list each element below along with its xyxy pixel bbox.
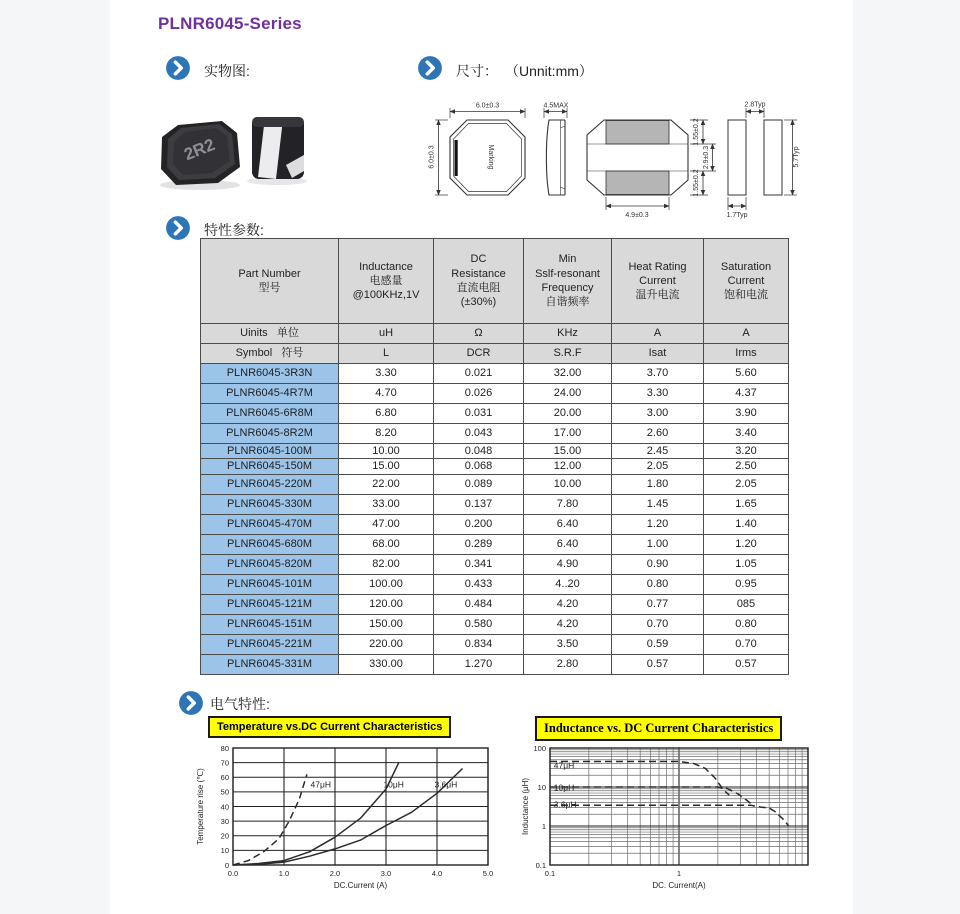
- table-cell: 5.60: [704, 364, 789, 384]
- part-number-cell: PLNR6045-330M: [201, 494, 339, 514]
- dim-side-thickness: 4.5MAX: [543, 102, 569, 110]
- table-cell: 1.45: [612, 494, 704, 514]
- table-row: [201, 444, 789, 459]
- table-cell: DCR: [434, 344, 524, 364]
- series-label: 10μH: [553, 782, 575, 793]
- series-line: [550, 805, 789, 826]
- header-line: Saturation: [720, 260, 772, 273]
- table-cell: 2.05: [704, 474, 789, 494]
- photo-marking-text: 2R2: [181, 134, 218, 165]
- table-cell: 1.80: [612, 474, 704, 494]
- part-number-cell: PLNR6045-680M: [201, 534, 339, 554]
- table-cell: 0.341: [434, 554, 524, 574]
- table-cell: 330.00: [339, 654, 434, 674]
- y-tick-label: 0.1: [535, 860, 546, 870]
- table-cell: 22.00: [339, 474, 434, 494]
- table-cell: 1.20: [704, 534, 789, 554]
- table-cell: A: [612, 324, 704, 344]
- table-cell: 3.40: [704, 424, 789, 444]
- table-row: [201, 634, 789, 654]
- table-cell: 120.00: [339, 594, 434, 614]
- table-cell: Uinits 单位: [201, 324, 339, 344]
- params-section-label: 特性参数:: [204, 222, 264, 238]
- dim-pad-middle: 2.9±0.3: [703, 145, 710, 170]
- table-cell: 4.70: [339, 384, 434, 404]
- table-cell: 0.137: [434, 494, 524, 514]
- table-cell: 1.65: [704, 494, 789, 514]
- table-cell: 4..20: [524, 574, 612, 594]
- parameters-table: [200, 238, 789, 675]
- header-line: Part Number: [238, 267, 301, 280]
- part-number-cell: PLNR6045-470M: [201, 514, 339, 534]
- dim-land-height: 5.7Typ: [793, 146, 800, 168]
- header-line: Min: [558, 253, 577, 266]
- table-cell: 3.70: [612, 364, 704, 384]
- dim-top-width: 6.0±0.3: [475, 102, 500, 110]
- dim-pad-top: 1.55±0.2: [693, 118, 700, 146]
- table-cell: 4.20: [524, 614, 612, 634]
- table-cell: 0.834: [434, 634, 524, 654]
- table-cell: 1.05: [704, 554, 789, 574]
- table-cell: 33.00: [339, 494, 434, 514]
- table-cell: 82.00: [339, 554, 434, 574]
- table-cell: 4.37: [704, 384, 789, 404]
- table-cell: A: [704, 324, 789, 344]
- table-cell: 0.90: [612, 554, 704, 574]
- table-row: [201, 534, 789, 554]
- table-cell: uH: [339, 324, 434, 344]
- table-header-cell: [524, 239, 612, 324]
- table-row: [201, 594, 789, 614]
- series-label: 3.6μH: [553, 799, 577, 810]
- dimension-drawing: [420, 95, 800, 225]
- series-line: [233, 774, 307, 865]
- part-number-cell: PLNR6045-101M: [201, 574, 339, 594]
- table-cell: 47.00: [339, 514, 434, 534]
- table-cell: 8.20: [339, 424, 434, 444]
- y-tick-label: 100: [533, 743, 546, 753]
- header-line: 饱和电流: [724, 289, 768, 302]
- header-line: 直流电阻: [456, 282, 501, 294]
- table-cell: Symbol 符号: [201, 344, 339, 364]
- table-cell: 2.80: [524, 654, 612, 674]
- y-axis-label: Inductance (μH): [521, 777, 530, 836]
- table-row: [201, 404, 789, 424]
- part-number-cell: PLNR6045-8R2M: [201, 424, 339, 444]
- symbol-row: [201, 344, 789, 364]
- table-cell: 6.40: [524, 534, 612, 554]
- part-number-cell: PLNR6045-100M: [201, 444, 339, 459]
- table-cell: 0.580: [434, 614, 524, 634]
- dimension-unit-label: （Unnit:mm）: [505, 63, 593, 79]
- part-number-cell: PLNR6045-220M: [201, 474, 339, 494]
- table-cell: 0.089: [434, 474, 524, 494]
- photo-section-label: 实物图:: [204, 63, 250, 79]
- table-row: [201, 459, 789, 474]
- table-header-row: [201, 239, 789, 324]
- header-line: @100KHz,1V: [352, 289, 420, 302]
- x-tick-label: 0.0: [227, 869, 239, 878]
- terminal-pad-bottom: [606, 171, 669, 195]
- part-number-cell: PLNR6045-4R7M: [201, 384, 339, 404]
- units-row: [201, 324, 789, 344]
- table-cell: 220.00: [339, 634, 434, 654]
- table-cell: 3.30: [339, 364, 434, 384]
- table-row: [201, 364, 789, 384]
- table-cell: Irms: [704, 344, 789, 364]
- series-label: 10μH: [383, 779, 404, 790]
- y-tick-label: 10: [537, 782, 546, 792]
- table-cell: 085: [704, 594, 789, 614]
- table-cell: 10.00: [339, 444, 434, 459]
- table-row: [201, 424, 789, 444]
- table-row: [201, 654, 789, 674]
- series-label: 47μH: [553, 760, 575, 771]
- table-cell: 2.60: [612, 424, 704, 444]
- header-line: (±30%): [460, 296, 497, 309]
- table-cell: 0.031: [434, 404, 524, 424]
- table-cell: 0.068: [434, 459, 524, 474]
- x-tick-label: 5.0: [482, 869, 494, 878]
- y-axis-label: Temperature rise (℃): [196, 768, 205, 845]
- part-number-cell: PLNR6045-331M: [201, 654, 339, 674]
- table-cell: 0.57: [612, 654, 704, 674]
- y-tick-label: 1: [541, 821, 546, 831]
- y-tick-label: 30: [220, 816, 229, 826]
- table-header-cell: [704, 239, 789, 324]
- header-line: 自谐频率: [545, 296, 590, 309]
- table-cell: S.R.F: [524, 344, 612, 364]
- table-cell: 6.80: [339, 404, 434, 424]
- y-tick-label: 50: [220, 787, 229, 797]
- header-line: Sslf-resonant: [535, 267, 600, 280]
- header-line: 温升电流: [635, 289, 680, 302]
- table-row: [201, 514, 789, 534]
- table-cell: 3.50: [524, 634, 612, 654]
- header-line: Current: [639, 274, 676, 287]
- table-row: [201, 614, 789, 634]
- part-number-cell: PLNR6045-121M: [201, 594, 339, 614]
- table-cell: 32.00: [524, 364, 612, 384]
- electrical-section-label: 电气特性:: [210, 696, 270, 712]
- header-line: Resistance: [451, 267, 506, 280]
- page-title: PLNR6045-Series: [158, 14, 302, 33]
- table-cell: 150.00: [339, 614, 434, 634]
- series-line: [550, 787, 754, 806]
- table-cell: 0.95: [704, 574, 789, 594]
- part-number-cell: PLNR6045-151M: [201, 614, 339, 634]
- table-cell: 4.90: [524, 554, 612, 574]
- table-cell: 100.00: [339, 574, 434, 594]
- table-cell: 0.433: [434, 574, 524, 594]
- table-cell: 3.90: [704, 404, 789, 424]
- section-arrow-icon: [165, 55, 191, 81]
- table-cell: 0.57: [704, 654, 789, 674]
- part-number-cell: PLNR6045-221M: [201, 634, 339, 654]
- header-line: DC: [470, 253, 487, 266]
- table-cell: 68.00: [339, 534, 434, 554]
- marking-label: Marking: [487, 144, 494, 170]
- table-cell: 2.50: [704, 459, 789, 474]
- series-label: 47μH: [310, 779, 332, 790]
- inductance-chart: [520, 740, 830, 905]
- x-tick-label: 2.0: [329, 869, 341, 878]
- table-cell: 15.00: [339, 459, 434, 474]
- table-cell: 6.40: [524, 514, 612, 534]
- temperature-chart: [187, 740, 502, 905]
- table-row: [201, 574, 789, 594]
- y-tick-label: 60: [220, 773, 229, 783]
- table-cell: Ω: [434, 324, 524, 344]
- product-photo: [152, 103, 312, 195]
- x-tick-label: 3.0: [380, 869, 392, 878]
- x-axis-label: DC. Current(A): [652, 881, 706, 890]
- table-cell: 0.048: [434, 444, 524, 459]
- y-tick-label: 40: [220, 802, 229, 812]
- table-cell: 20.00: [524, 404, 612, 424]
- dimension-section-label: 尺寸：: [456, 63, 498, 79]
- dim-land-pad-width: 1.7Typ: [726, 212, 748, 219]
- header-line: Inductance: [359, 260, 413, 273]
- y-tick-label: 0: [224, 860, 229, 870]
- table-cell: Isat: [612, 344, 704, 364]
- table-header-cell: [434, 239, 524, 324]
- table-row: [201, 474, 789, 494]
- table-cell: L: [339, 344, 434, 364]
- table-cell: 2.45: [612, 444, 704, 459]
- header-line: 电感量: [369, 274, 403, 287]
- table-header-cell: [339, 239, 434, 324]
- table-cell: 12.00: [524, 459, 612, 474]
- x-tick-label: 4.0: [431, 869, 443, 878]
- y-tick-label: 70: [220, 758, 229, 768]
- part-number-cell: PLNR6045-6R8M: [201, 404, 339, 424]
- part-number-cell: PLNR6045-150M: [201, 459, 339, 474]
- table-cell: 0.021: [434, 364, 524, 384]
- table-cell: 0.70: [704, 634, 789, 654]
- table-cell: 0.77: [612, 594, 704, 614]
- table-cell: 15.00: [524, 444, 612, 459]
- header-line: Heat Rating: [628, 260, 687, 273]
- x-tick-label: 1.0: [278, 869, 290, 878]
- section-arrow-icon: [178, 690, 204, 716]
- table-header-cell: [612, 239, 704, 324]
- header-line: 型号: [258, 282, 281, 294]
- table-cell: 0.289: [434, 534, 524, 554]
- part-number-cell: PLNR6045-3R3N: [201, 364, 339, 384]
- table-cell: 3.30: [612, 384, 704, 404]
- dim-pad-width: 4.9±0.3: [625, 212, 649, 219]
- x-tick-label: 1: [676, 869, 682, 878]
- table-cell: 3.00: [612, 404, 704, 424]
- series-label: 3.6μH: [434, 779, 458, 790]
- y-tick-label: 10: [220, 846, 229, 856]
- x-tick-label: 0.1: [544, 869, 556, 878]
- inductance-chart-title: Inductance vs. DC Current Characteristics: [535, 716, 782, 741]
- table-cell: 0.80: [704, 614, 789, 634]
- table-cell: 10.00: [524, 474, 612, 494]
- dim-land-gap: 2.8Typ: [744, 101, 766, 109]
- table-cell: 4.20: [524, 594, 612, 614]
- table-row: [201, 384, 789, 404]
- table-cell: 0.043: [434, 424, 524, 444]
- table-cell: 0.59: [612, 634, 704, 654]
- table-cell: KHz: [524, 324, 612, 344]
- dim-pad-bottom: 1.55±0.2: [693, 169, 700, 197]
- table-cell: 0.70: [612, 614, 704, 634]
- table-cell: 1.40: [704, 514, 789, 534]
- header-line: Frequency: [541, 282, 594, 294]
- table-row: [201, 494, 789, 514]
- table-cell: 1.20: [612, 514, 704, 534]
- table-cell: 3.20: [704, 444, 789, 459]
- table-cell: 1.270: [434, 654, 524, 674]
- table-cell: 0.484: [434, 594, 524, 614]
- table-cell: 24.00: [524, 384, 612, 404]
- part-number-cell: PLNR6045-820M: [201, 554, 339, 574]
- section-arrow-icon: [165, 215, 191, 241]
- table-header-cell: [201, 239, 339, 324]
- table-cell: 0.200: [434, 514, 524, 534]
- series-line: [233, 763, 399, 865]
- dim-top-height: 6.0±0.3: [428, 145, 436, 169]
- series-line: [550, 762, 729, 796]
- marking-indicator-bar: [455, 140, 458, 176]
- y-tick-label: 80: [220, 743, 229, 753]
- temperature-chart-title: Temperature vs.DC Current Characteristics: [208, 716, 451, 738]
- table-cell: 7.80: [524, 494, 612, 514]
- table-cell: 1.00: [612, 534, 704, 554]
- table-cell: 0.80: [612, 574, 704, 594]
- y-tick-label: 20: [220, 831, 229, 841]
- header-line: Current: [727, 274, 765, 287]
- terminal-pad-top: [606, 121, 669, 145]
- table-cell: 17.00: [524, 424, 612, 444]
- table-cell: 2.05: [612, 459, 704, 474]
- x-axis-label: DC.Current (A): [333, 881, 388, 890]
- table-row: [201, 554, 789, 574]
- section-arrow-icon: [417, 55, 443, 81]
- table-cell: 0.026: [434, 384, 524, 404]
